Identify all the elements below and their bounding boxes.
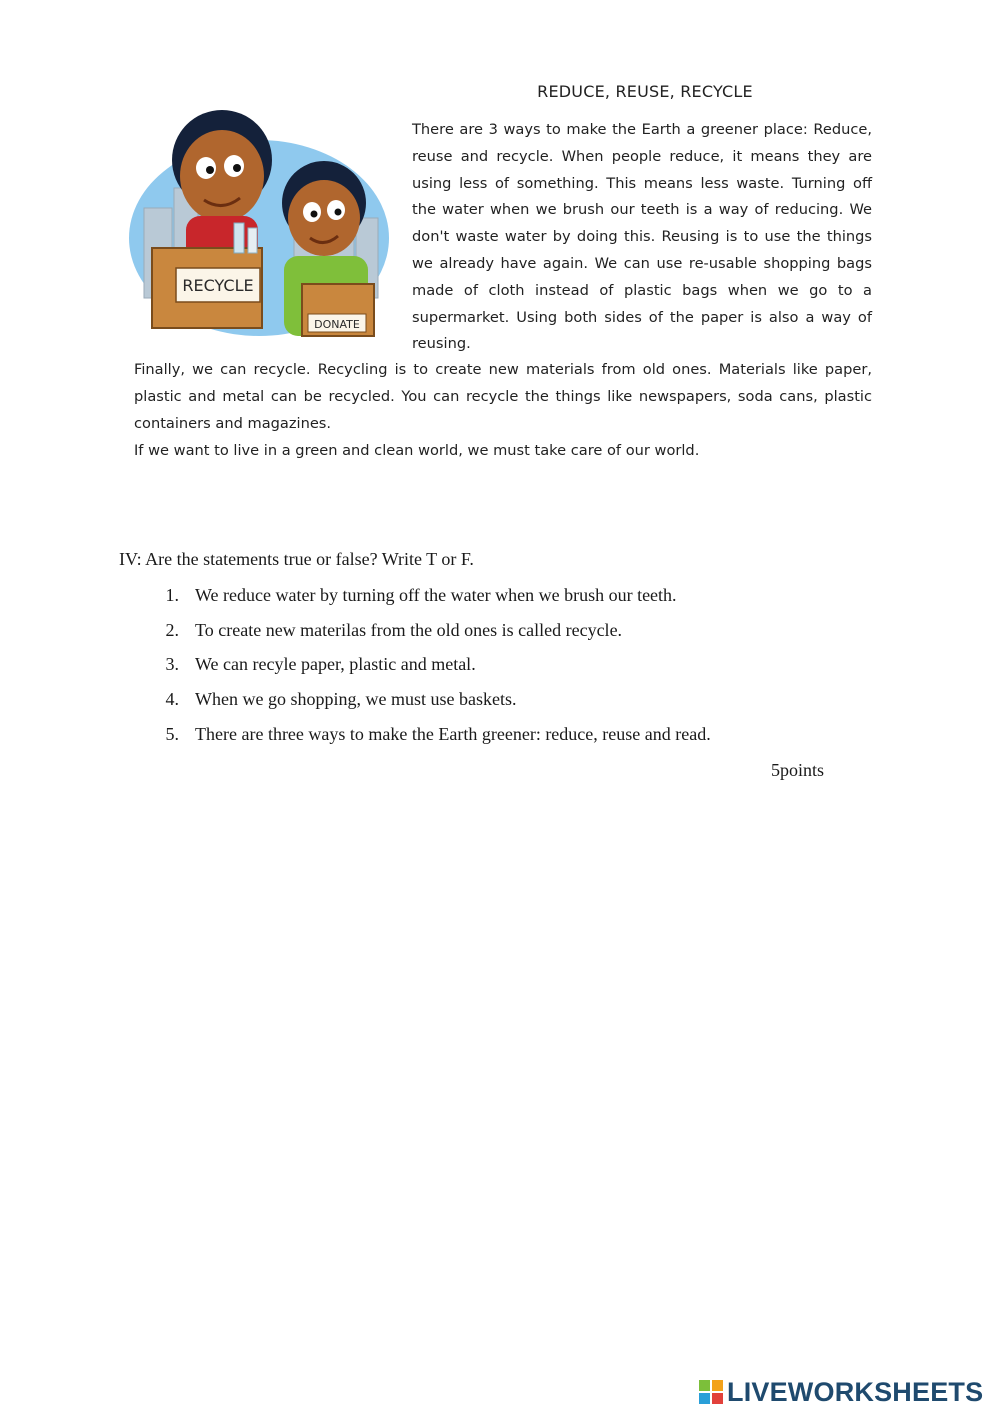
brand-name: LIVEWORKSHEETS <box>727 1376 984 1407</box>
reading-paragraph-3: If we want to live in a green and clean world, we must take care of our world. <box>134 442 700 459</box>
true-false-exercise <box>119 546 879 752</box>
reading-paragraph-1: There are 3 ways to make the Earth a greener place: Reduce, reuse and recycle. When people reduce, it means they are using less of something. This means less waste. Turning off the water when we brush our teeth is a way of reducing. We don't waste water by doing this. Reusing is to use the things we already have again. We can use re-usable shopping bags made of cloth instead of plastic bags when we go to a supermarket. Using both sides of the paper is also a way of reusing. <box>412 121 872 353</box>
statement-item <box>119 717 879 752</box>
statement-number: 1. <box>165 584 179 605</box>
statement-text: We can recyle paper, plastic and metal. <box>195 654 476 675</box>
statement-number: 5. <box>165 724 179 745</box>
statement-item <box>119 613 879 648</box>
liveworksheets-brand <box>698 1376 983 1408</box>
statement-text: When we go shopping, we must use baskets. <box>195 689 517 710</box>
statement-text: There are three ways to make the Earth greener: reduce, reuse and read. <box>195 724 711 745</box>
recycle-kids-illustration <box>124 88 399 348</box>
exercise-title: IV: Are the statements true or false? Write T or F. <box>119 549 474 569</box>
recycle-box-label: RECYCLE <box>182 276 254 295</box>
reading-paragraph-2: Finally, we can recycle. Recycling is to create new materials from old ones. Materials like paper, plastic and metal can be recycled. You can recycle the things like newspapers, soda cans, plastic containers and magazines. <box>134 361 872 432</box>
statement-number: 3. <box>165 654 179 675</box>
statement-item <box>119 682 879 717</box>
statement-item <box>119 578 879 613</box>
statement-number: 4. <box>165 689 179 710</box>
statement-item <box>119 648 879 683</box>
points-label: 5points <box>771 760 825 780</box>
donate-box-label: DONATE <box>314 318 360 331</box>
statement-number: 2. <box>165 619 179 640</box>
liveworksheets-logo-icon <box>698 1379 724 1405</box>
statement-text: We reduce water by turning off the water when we brush our teeth. <box>195 584 677 605</box>
statement-text: To create new materilas from the old ones is called recycle. <box>195 619 623 640</box>
statement-list <box>119 578 879 752</box>
reading-title: REDUCE, REUSE, RECYCLE <box>537 82 753 101</box>
